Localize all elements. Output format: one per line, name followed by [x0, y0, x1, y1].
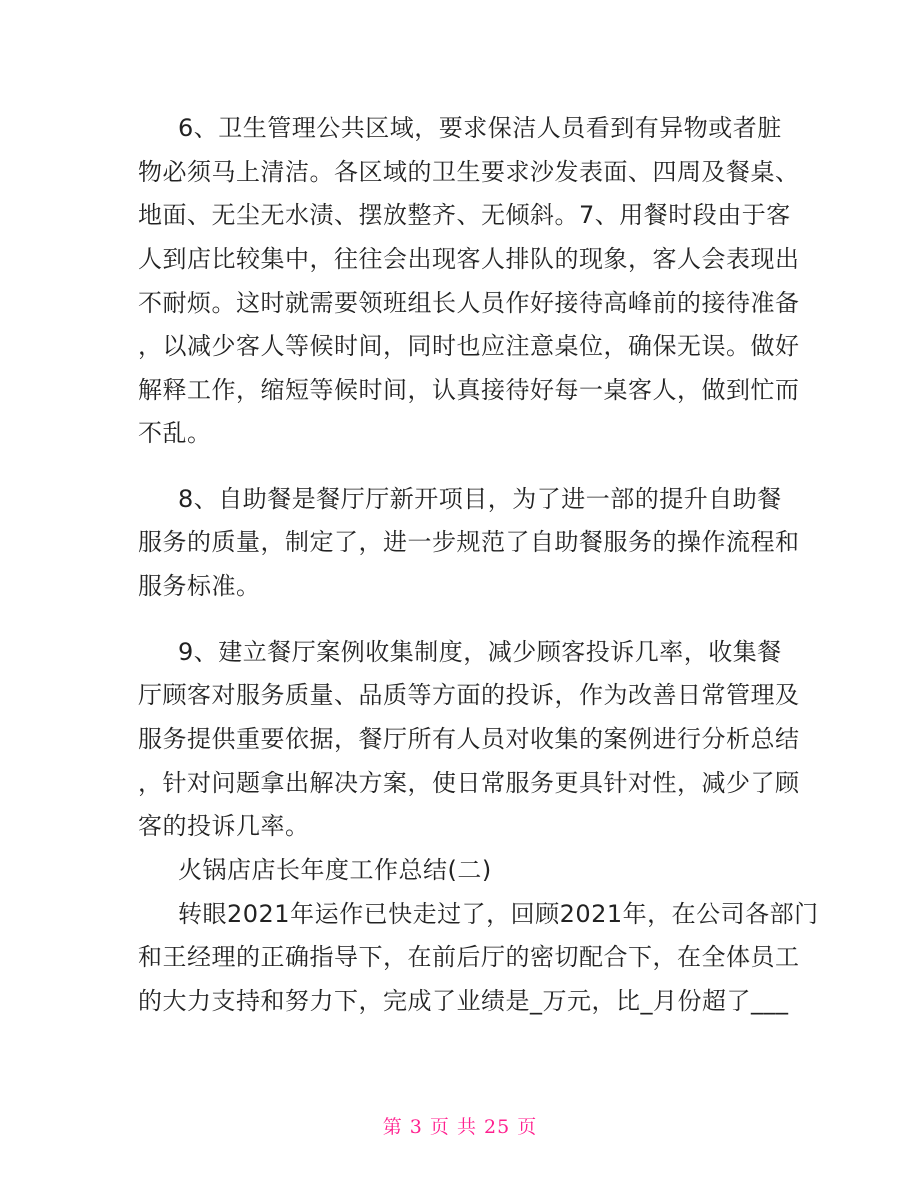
- paragraph-9-line-5: 客的投诉几率。: [138, 812, 310, 840]
- paragraph-9-line-3: 服务提供重要依据，餐厅所有人员对收集的案例进行分析总结: [138, 725, 800, 753]
- paragraph-8-line-3: 服务标准。: [138, 572, 261, 600]
- paragraph-6-line-3: 地面、无尘无水渍、摆放整齐、无倾斜。7、用餐时段由于客: [138, 201, 791, 229]
- paragraph-final-line-1: 转眼2021年运作已快走过了，回顾2021年，在公司各部门: [178, 900, 819, 928]
- paragraph-9-line-4: ，针对问题拿出解决方案，使日常服务更具针对性，减少了顾: [138, 769, 800, 797]
- paragraph-6-line-6: ，以减少客人等候时间，同时也应注意桌位，确保无误。做好: [138, 332, 800, 360]
- page-number-footer: 第 3 页 共 25 页: [382, 1116, 538, 1138]
- paragraph-6-line-4: 人到店比较集中，往往会出现客人排队的现象，客人会表现出: [138, 245, 800, 273]
- paragraph-final-line-2: 和王经理的正确指导下，在前后厅的密切配合下，在全体员工: [138, 943, 800, 971]
- paragraph-6-line-1: 6、卫生管理公共区域，要求保洁人员看到有异物或者脏: [178, 114, 782, 142]
- section-heading: 火锅店店长年度工作总结(二): [178, 856, 492, 884]
- paragraph-6-line-2: 物必须马上清洁。各区域的卫生要求沙发表面、四周及餐桌、: [138, 158, 800, 186]
- paragraph-9-line-2: 厅顾客对服务质量、品质等方面的投诉，作为改善日常管理及: [138, 681, 800, 709]
- paragraph-8-line-2: 服务的质量，制定了，进一步规范了自助餐服务的操作流程和: [138, 528, 800, 556]
- paragraph-9-line-1: 9、建立餐厅案例收集制度，减少顾客投诉几率，收集餐: [178, 638, 782, 666]
- paragraph-6-line-8: 不乱。: [138, 419, 212, 447]
- paragraph-final-line-3: 的大力支持和努力下，完成了业绩是_万元，比_月份超了___: [138, 987, 789, 1015]
- paragraph-6-line-7: 解释工作，缩短等候时间，认真接待好每一桌客人，做到忙而: [138, 376, 800, 404]
- paragraph-6-line-5: 不耐烦。这时就需要领班组长人员作好接待高峰前的接待准备: [138, 289, 800, 317]
- paragraph-8-line-1: 8、自助餐是餐厅厅新开项目，为了进一部的提升自助餐: [178, 485, 782, 513]
